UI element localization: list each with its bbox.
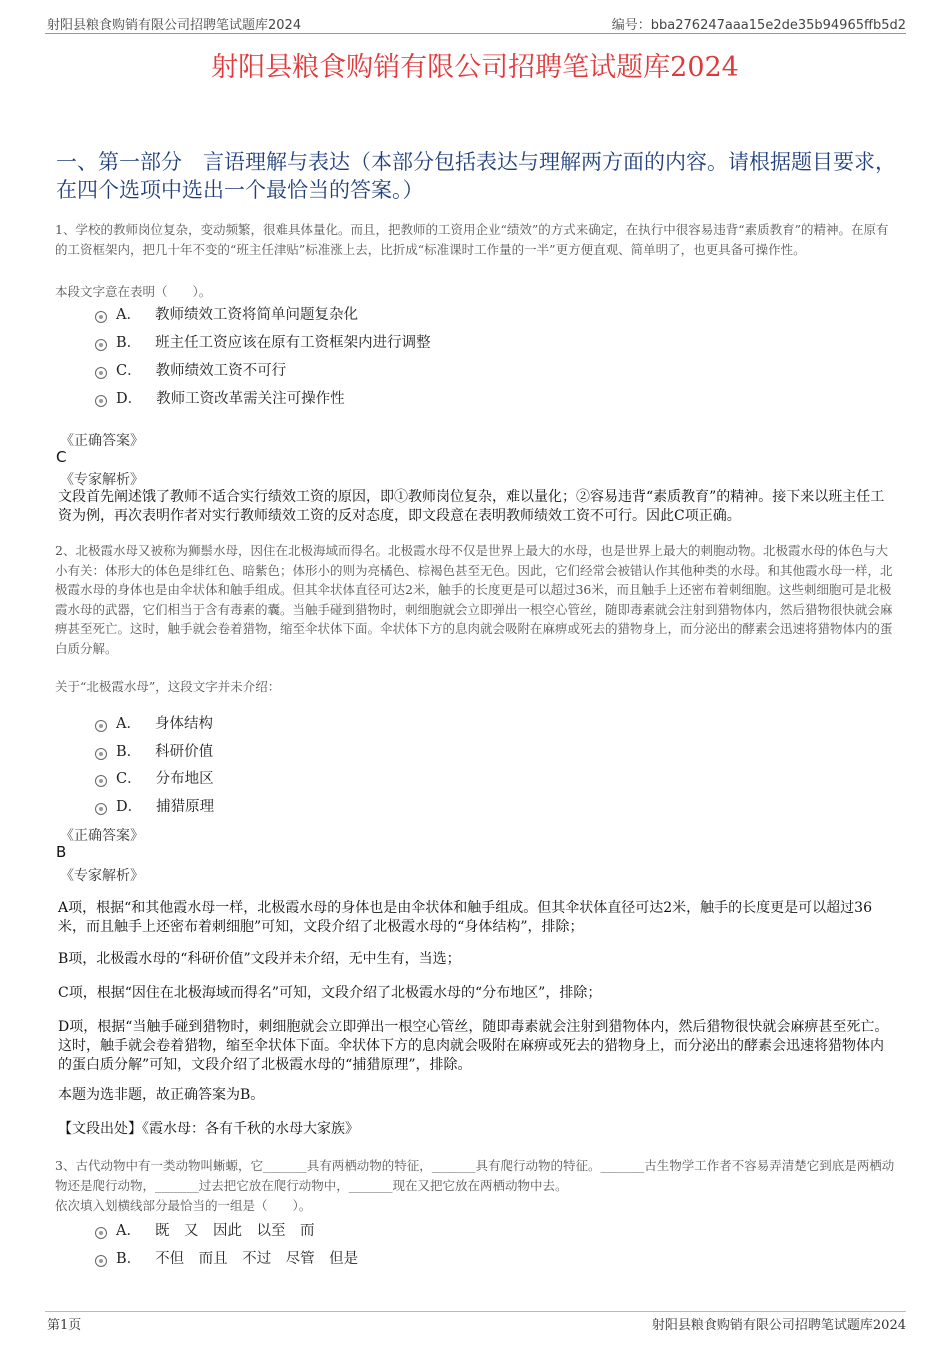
option-text: 教师绩效工资将简单问题复杂化 [154,307,358,323]
radio-icon[interactable] [95,1227,107,1239]
q2-option-a[interactable] [95,712,213,733]
header-doc-id: 编号：bba276247aaa15e2de35b94965ffb5d2 [611,18,906,33]
footer-doc-title: 射阳县粮食购销有限公司招聘笔试题库2024 [651,1318,906,1333]
header-divider [45,33,906,34]
q2-analysis-label: 《专家解析》 [60,868,144,884]
option-letter: D． [116,391,143,407]
q1-analysis: 文段首先阐述饿了教师不适合实行绩效工资的原因，即①教师岗位复杂，难以量化；②容易违背“素质教育”的精神。接下来以班主任工资为例，再次表明作者对实行教师绩效工资的反对态度，即文段意在表明教师绩效工资不可行。因此C项正确。 [58,489,885,524]
option-text: 班主任工资应该在原有工资框架内进行调整 [155,335,431,351]
option-letter: C． [116,363,142,379]
q2-analysis-d: D项，根据“当触手碰到猎物时，刺细胞就会立即弹出一根空心管丝，随即毒素就会注射到猎物体内，然后猎物很快就会麻痹甚至死亡。这时，触手就会卷着猎物，缩至伞状体下面。伞状体下方的息肉就会吸附在麻痹或死去的猎物身上，而分泌出的酵素会迅速将猎物体内的蛋白质分解”可知，文段介绍了北极霞水母的“捕猎原理”，排除。 [58,1019,889,1073]
q2-passage: 2、北极霞水母又被称为狮鬃水母，因住在北极海域而得名。北极霞水母不仅是世界上最大的水母，也是世界上最大的刺胞动物。北极霞水母的体色与大小有关：体形大的体色是绯红色、暗紫色；体形小的则为亮橘色、棕褐色甚至无色。因此，它们经常会被错认作其他种类的水母。和其他霞水母一样，北极霞水母的身体也是由伞状体和触手组成。但其伞状体直径可达2米，触手的长度更是可以超过36米，而且触手上还密布着刺细胞。这些刺细胞可是北极霞水母的武器，它们相当于含有毒素的囊。当触手碰到猎物时，刺细胞就会立即弹出一根空心管丝，随即毒素就会注射到猎物体内，然后猎物很快就会麻痹甚至死亡。这时，触手就会卷着猎物，缩至伞状体下面。伞状体下方的息肉就会吸附在麻痹或死去的猎物身上，而分泌出的酵素会迅速将猎物体内的蛋白质分解。 [55,543,893,656]
q2-option-b[interactable] [95,740,213,761]
option-letter: A． [116,307,141,323]
option-text: 分布地区 [155,771,214,787]
option-letter: A． [116,1223,141,1239]
radio-icon[interactable] [95,748,107,760]
radio-icon[interactable] [95,775,107,787]
q2-option-d[interactable] [95,795,214,816]
option-letter: D． [116,799,143,815]
q1-option-a[interactable] [95,303,358,324]
option-text: 教师工资改革需关注可操作性 [156,391,345,407]
radio-icon[interactable] [95,395,107,407]
q1-option-b[interactable] [95,331,431,352]
header-doc-title: 射阳县粮食购销有限公司招聘笔试题库2024 [47,18,302,33]
option-text: 不但 而且 不过 尽管 但是 [155,1251,359,1267]
q2-option-c[interactable] [95,767,214,788]
page-title: 射阳县粮食购销有限公司招聘笔试题库2024 [211,52,739,83]
footer-divider [45,1311,906,1312]
option-text: 捕猎原理 [156,799,215,815]
q2-answer-label: 《正确答案》 [60,828,144,844]
q2-source: 【文段出处】《霞水母：各有千秋的水母大家族》 [58,1121,359,1137]
radio-icon[interactable] [95,311,107,323]
q3-option-a[interactable] [95,1219,314,1240]
option-text: 科研价值 [155,744,214,760]
q2-analysis-a: A项，根据“和其他霞水母一样，北极霞水母的身体也是由伞状体和触手组成。但其伞状体直径可达2米，触手的长度更是可以超过36米，而且触手上还密布着刺细胞”可知，文段介绍了北极霞水母的“身体结构”，排除； [58,900,872,935]
q2-answer: B [56,843,67,861]
page-number: 第1页 [47,1318,82,1333]
radio-icon[interactable] [95,803,107,815]
q3-option-b[interactable] [95,1247,358,1268]
q1-stem: 本段文字意在表明（ ）。 [55,284,212,299]
q2-analysis-c: C项，根据“因住在北极海域而得名”可知，文段介绍了北极霞水母的“分布地区”，排除； [58,985,602,1001]
option-text: 教师绩效工资不可行 [155,363,287,379]
q1-analysis-label: 《专家解析》 [60,472,144,488]
q2-analysis-conclusion: 本题为选非题，故正确答案为B。 [58,1087,265,1103]
option-letter: B． [116,1251,142,1267]
option-letter: A． [116,716,141,732]
option-text: 既 又 因此 以至 而 [154,1223,315,1239]
option-text: 身体结构 [154,716,213,732]
radio-icon[interactable] [95,367,107,379]
option-letter: B． [116,744,142,760]
q3-stem: 依次填入划横线部分最恰当的一组是（ ）。 [55,1198,312,1213]
q2-analysis-b: B项，北极霞水母的“科研价值”文段并未介绍，无中生有，当选； [58,951,461,967]
section-title: 一、第一部分 言语理解与表达（本部分包括表达与理解两方面的内容。请根据题目要求，在四个选项中选出一个最恰当的答案。） [56,150,896,202]
q3-passage: 3、古代动物中有一类动物叫蜥螈，它_______具有两栖动物的特征，_______具有爬行动物的特征。_______古生物学工作者不容易弄清楚它到底是两栖动物还是爬行动物，_______过去把它放在爬行动物中，_______现在又把它放在两栖动物中去。 [55,1158,895,1193]
option-letter: C． [116,771,142,787]
radio-icon[interactable] [95,1255,107,1267]
q1-passage: 1、学校的教师岗位复杂，变动频繁，很难具体量化。而且，把教师的工资用企业“绩效”的方式来确定，在执行中很容易违背“素质教育”的精神。在原有的工资框架内，把几十年不变的“班主任津贴”标准涨上去，比折成“标准课时工作量的一半”更方便直观、简单明了，也更具备可操作性。 [55,222,889,257]
q2-stem: 关于“北极霞水母”，这段文字并未介绍： [55,679,281,694]
q1-option-d[interactable] [95,387,345,408]
radio-icon[interactable] [95,720,107,732]
radio-icon[interactable] [95,339,107,351]
q1-answer: C [56,448,67,466]
q1-option-c[interactable] [95,359,286,380]
option-letter: B． [116,335,142,351]
q1-answer-label: 《正确答案》 [60,433,144,449]
